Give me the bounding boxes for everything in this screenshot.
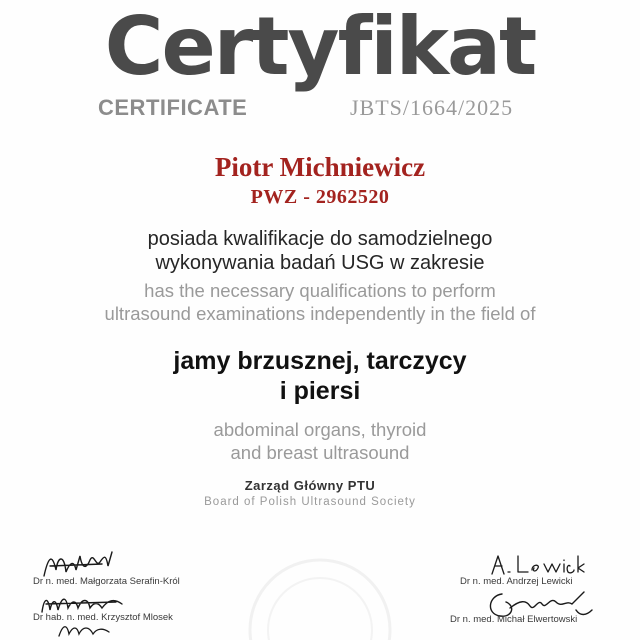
statement-pl-line-2: wykonywania badań USG w zakresie <box>155 252 485 274</box>
board-name-en: Board of Polish Ultrasound Society <box>204 496 416 508</box>
certificate-subtitle: CERTIFICATE <box>98 95 248 120</box>
holder-name: Piotr Michniewicz <box>214 152 426 182</box>
signature-lewicki <box>488 552 588 578</box>
certificate-number: JBTS/1664/2025 <box>350 95 514 120</box>
holder-pwz: PWZ - 2962520 <box>250 186 390 208</box>
signatory-left-top: Dr n. med. Małgorzata Serafin-Król <box>33 576 180 587</box>
signatory-right-bottom: Dr n. med. Michał Elwertowski <box>450 614 578 625</box>
signature-mlosek-flourish <box>55 620 115 640</box>
statement-pl-line-1: posiada kwalifikacje do samodzielnego <box>147 228 493 250</box>
signatory-right-top: Dr n. med. Andrzej Lewicki <box>460 576 573 587</box>
statement-en-line-1: has the necessary qualifications to perform <box>144 280 496 301</box>
field-pl-line-2: i piersi <box>279 377 361 405</box>
signatory-left-bottom: Dr hab. n. med. Krzysztof Mlosek <box>33 612 173 623</box>
board-name-pl: Zarząd Główny PTU <box>244 478 376 493</box>
field-en-line-2: and breast ultrasound <box>230 442 410 463</box>
certificate-title: Certyfikat <box>104 0 536 93</box>
statement-en-line-2: ultrasound examinations independently in the field of <box>104 303 536 324</box>
field-en-line-1: abdominal organs, thyroid <box>213 419 427 440</box>
field-pl-line-1: jamy brzusznej, tarczycy <box>173 347 467 375</box>
embossed-seal <box>240 540 400 640</box>
